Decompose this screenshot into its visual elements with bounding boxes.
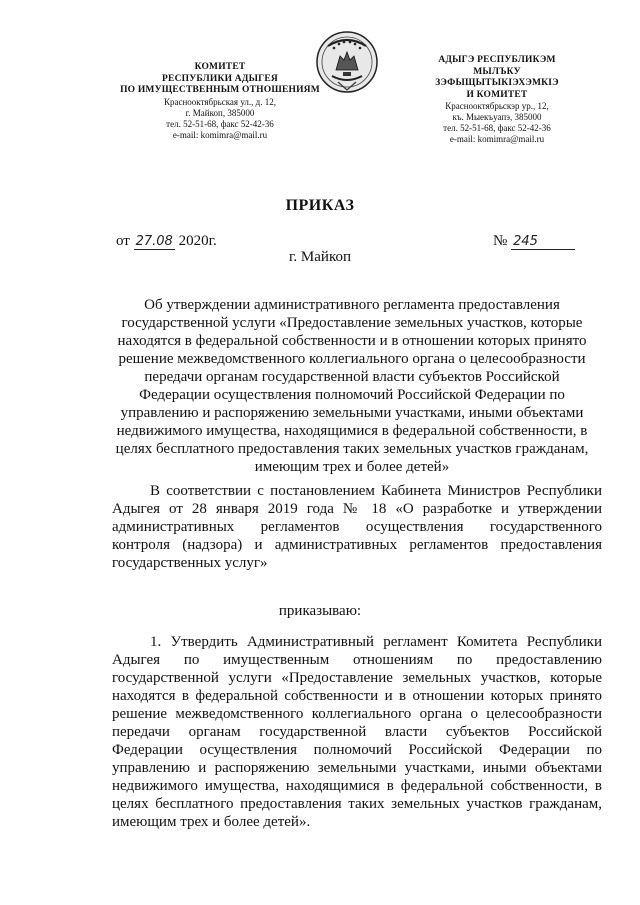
letterhead-right-phone: тел. 52-51-68, факс 52-42-36: [443, 123, 551, 133]
date-prefix: от: [116, 233, 130, 249]
preamble-line: В соответствии с постановлением Кабинета Министров Республики: [150, 483, 602, 499]
item1-line: передачи органам государственной власти субъектов Российской: [112, 724, 602, 740]
letterhead-left-line: КОМИТЕТ: [194, 62, 246, 72]
item1-line: Адыгея по имущественным отношениям по предоставлению: [112, 652, 602, 668]
adygea-coat-of-arms-icon: [314, 26, 380, 98]
subject-line: передачи органам государственной власти субъектов Российской: [144, 369, 560, 385]
number-handwritten: 245: [511, 235, 575, 250]
subject-line: решение межведомственного коллегиального органа о целесообразности: [118, 351, 586, 367]
subject-line: целях бесплатного предоставления таких земельных участков гражданам,: [115, 441, 589, 457]
subject-line: недвижимого имущества, находящимися в федеральной собственности, в: [116, 423, 588, 439]
letterhead-left: [110, 62, 330, 141]
letterhead-left-city: г. Майкоп, 385000: [185, 107, 255, 118]
date-handwritten: 27.08: [135, 234, 173, 249]
preamble-line: Адыгея от 28 января 2019 года № 18 «О разработке и утверждении: [112, 501, 602, 517]
preamble-line: контроля (надзора) и административных регламентов предоставления: [112, 537, 602, 553]
subject-line: управлению и распоряжению земельными участками, иными объектами: [120, 405, 584, 421]
order-subject: [102, 296, 602, 476]
item1-line: недвижимого имущества, находящимися в федеральной собственности, в: [112, 778, 602, 794]
subject-line: Федерации осуществления полномочий Российской Федерации по: [139, 387, 565, 403]
letterhead-left-line: ПО ИМУЩЕСТВЕННЫМ ОТНОШЕНИЯМ: [120, 85, 320, 95]
letterhead-right-line: И КОМИТЕТ: [466, 89, 528, 100]
item1-line: целях бесплатного предоставления таких земельных участков гражданам,: [112, 796, 602, 812]
subject-line: Об утверждении административного регламента предоставления: [144, 297, 560, 313]
city: г. Майкоп: [288, 249, 352, 265]
preamble-line: административных регламентов осуществления государственного: [112, 519, 602, 535]
item1-line: 1. Утвердить Административный регламент Комитета Республики: [150, 634, 602, 650]
letterhead-right: [412, 55, 582, 145]
letterhead-right-address: Краснооктябрьскэр ур., 12,: [445, 101, 549, 111]
document-title: ПРИКАЗ: [285, 197, 355, 214]
preamble: [112, 482, 602, 572]
letterhead-right-email: e-mail: komimra@mail.ru: [449, 134, 545, 144]
item1-line: управлению и распоряжению земельными участками, иными объектами: [112, 760, 602, 776]
subject-line: государственной услуги «Предоставление земельных участков, которые: [121, 315, 583, 331]
letterhead-right-line: МЫЛЪКУ ЗЭФЫЩЫТЫКІЭХЭМКІЭ: [435, 66, 559, 88]
item1-line: имеющим трех и более детей».: [112, 814, 311, 830]
subject-line: находятся в федеральной собственности и в отношении которых принято: [117, 333, 587, 349]
letterhead-right-city: къ. Мыекъуапэ, 385000: [452, 112, 542, 122]
letterhead-left-phone: тел. 52-51-68, факс 52-42-36: [166, 118, 274, 129]
letterhead-right-line: АДЫГЭ РЕСПУБЛИКЭМ: [438, 55, 556, 65]
item1-line: Федерации осуществления полномочий Российской Федерации по: [112, 742, 602, 758]
item1-line: государственной услуги «Предоставление земельных участков, которые: [112, 670, 602, 686]
item1-line: решение межведомственного коллегиального органа о целесообразности: [112, 706, 602, 722]
item1-line: находятся в федеральной собственности и в отношении которых принято: [112, 688, 602, 704]
letterhead-left-address: Краснооктябрьская ул., д. 12,: [164, 96, 276, 107]
number-prefix: №: [493, 233, 508, 249]
subject-line: имеющим трех и более детей»: [254, 459, 450, 475]
preamble-line: государственных услуг»: [112, 555, 268, 571]
letterhead-left-email: e-mail: komimra@mail.ru: [172, 129, 268, 140]
order-item-1: [112, 633, 602, 831]
letterhead-left-line: РЕСПУБЛИКИ АДЫГЕЯ: [162, 73, 278, 84]
date-year: 2020г.: [178, 233, 217, 249]
order-word: приказываю:: [278, 603, 362, 619]
